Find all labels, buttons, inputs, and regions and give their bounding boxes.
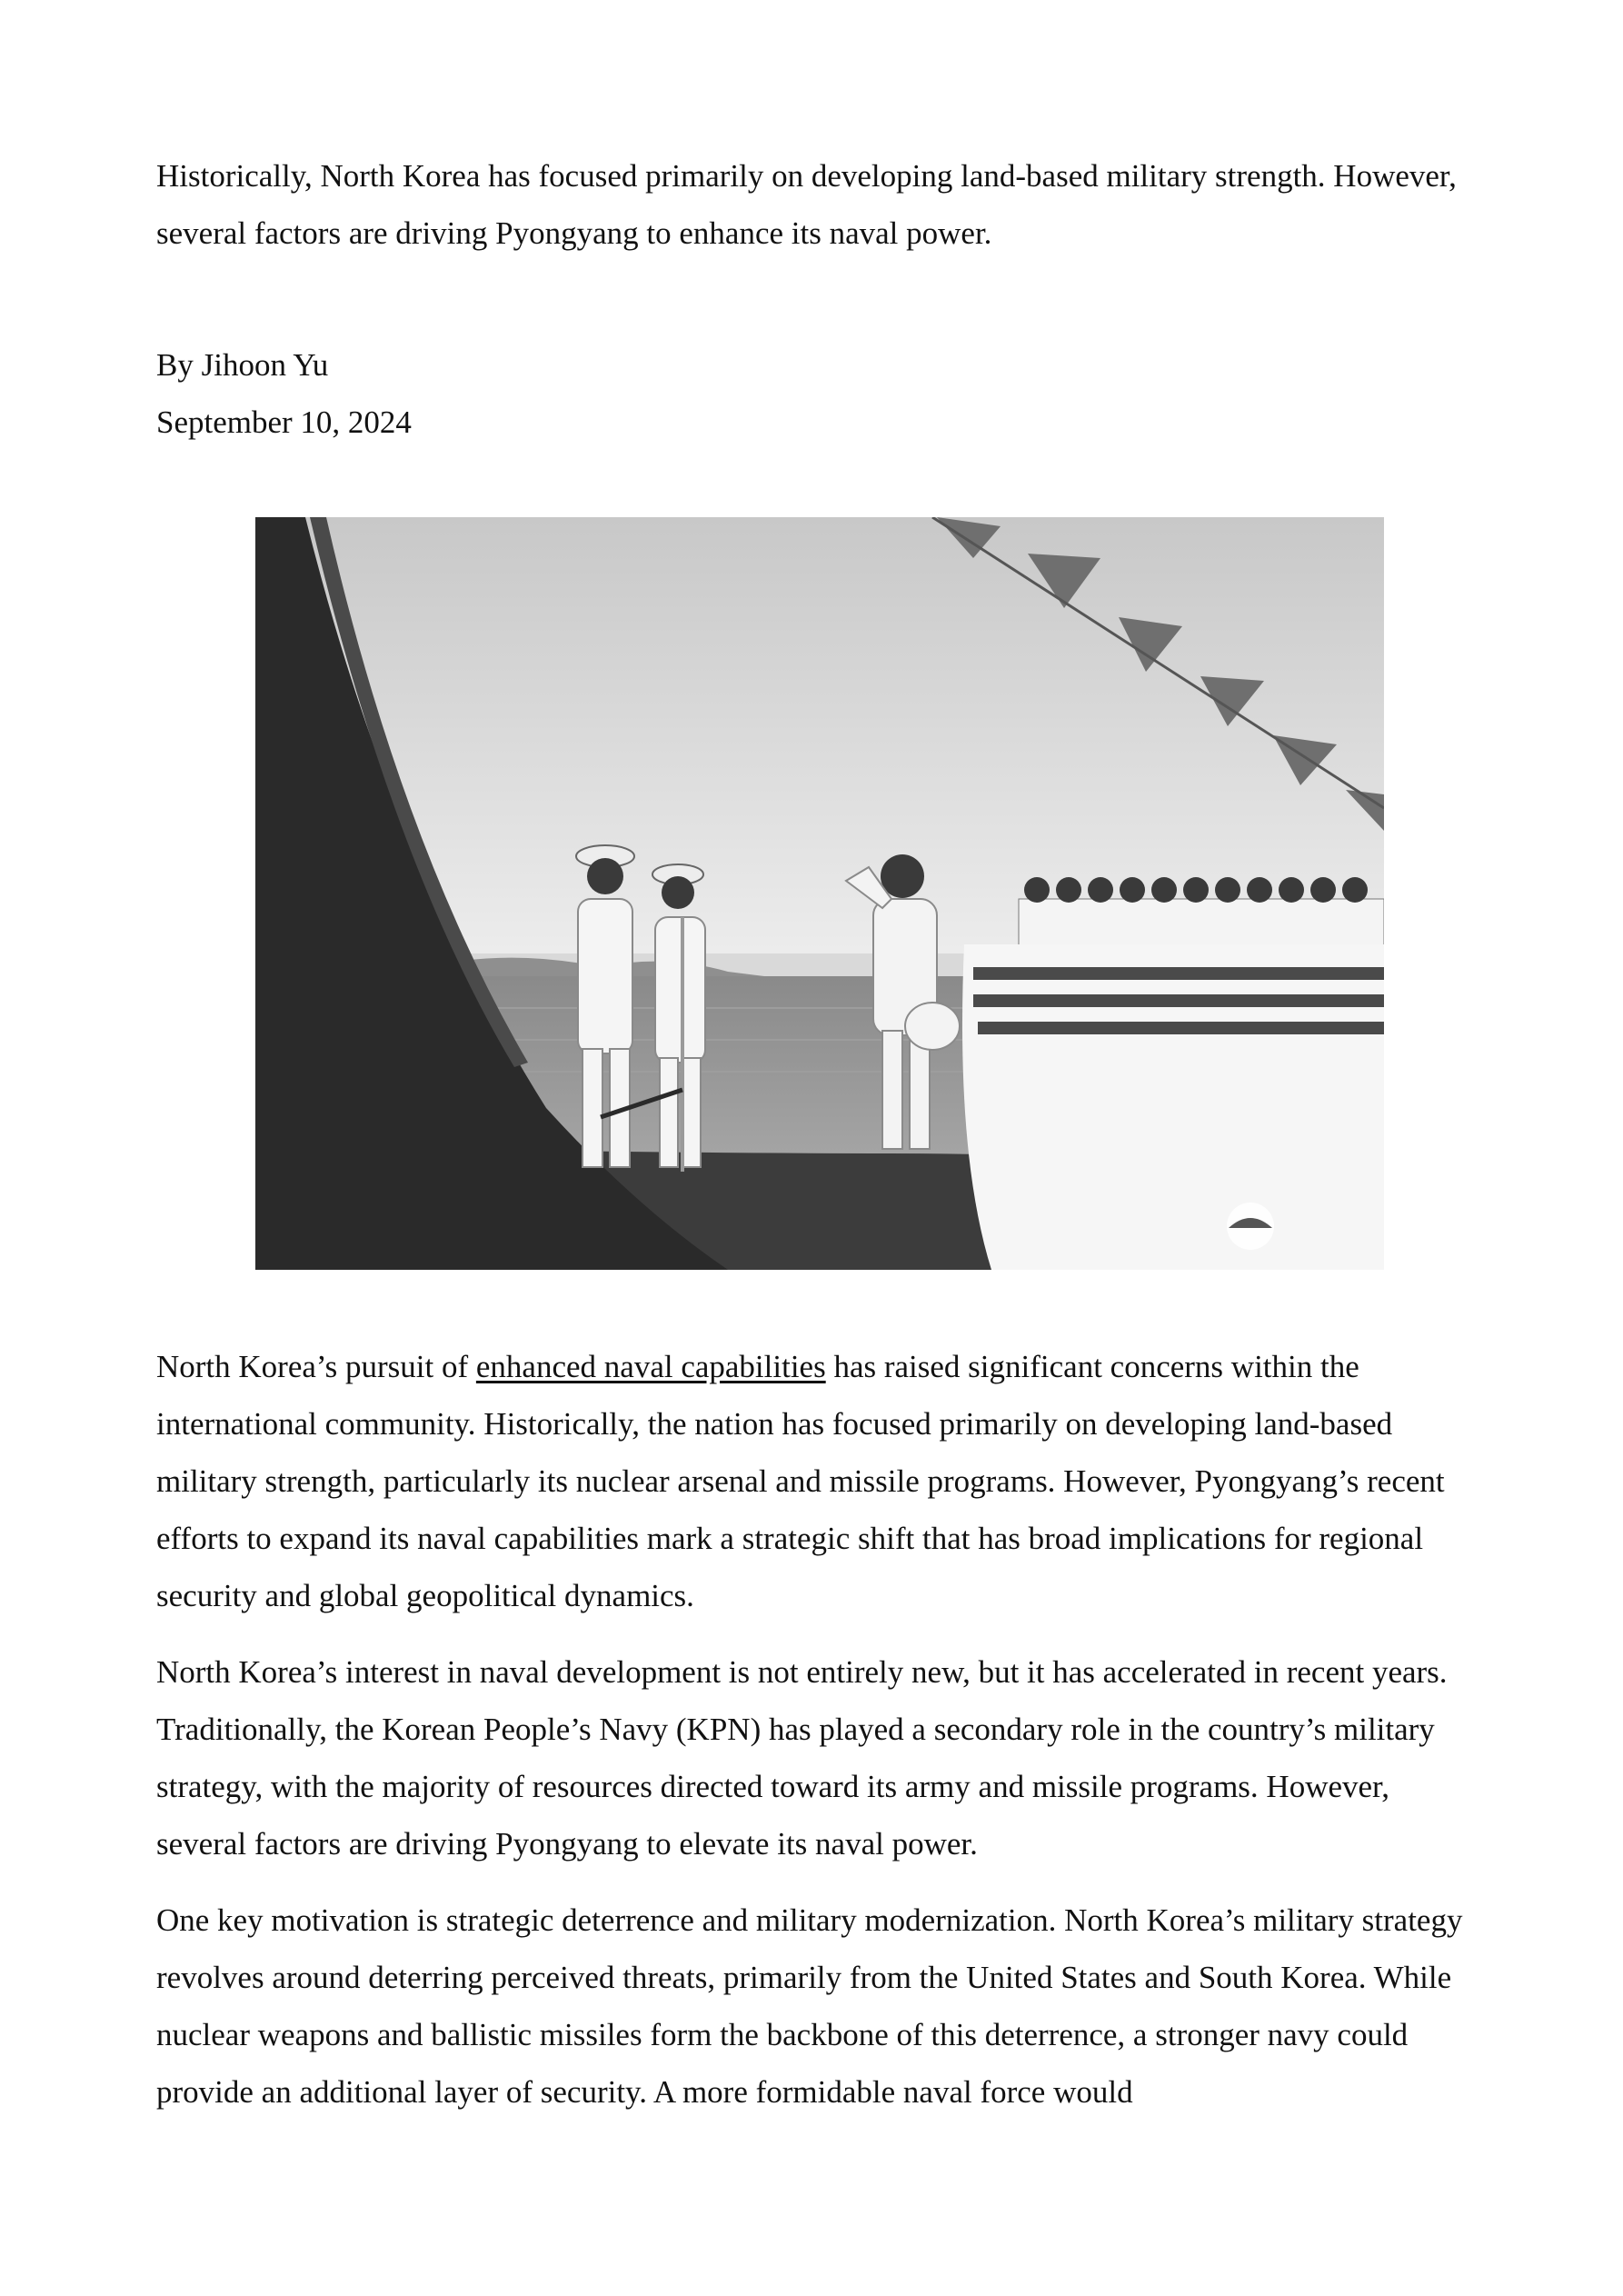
article-standfirst: Historically, North Korea has focused primarily on developing land-based military strength. However, several factors are driving Pyongyang to enhance its naval power. xyxy=(156,158,1457,251)
article-paragraph: One key motivation is strategic deterrence and military modernization. North Korea’s military strategy revolves around deterring perceived threats, primarily from the United States and South Korea. While nuclear weapons and ballistic missiles form the backbone of this deterrence, a stronger navy could provide an additional layer of security. A more formidable naval force would xyxy=(156,1902,1463,2110)
article-paragraph: North Korea’s interest in naval development is not entirely new, but it has accelerated in recent years. Traditionally, the Korean People’s Navy (KPN) has played a secondary role in the country’s military strategy, with the majority of resources directed toward its army and missile programs. However, several factors are driving Pyongyang to elevate its naval power. xyxy=(156,1654,1448,1862)
article-body xyxy=(156,1338,1483,2140)
article-photo xyxy=(255,517,1384,1270)
photo-watermark xyxy=(1227,1203,1274,1250)
enhanced-naval-capabilities-link[interactable]: enhanced naval capabilities xyxy=(475,1349,826,1384)
article-date: September 10, 2024 xyxy=(156,404,412,440)
article-byline: By Jihoon Yu xyxy=(156,347,329,383)
paragraph-text: North Korea’s pursuit of xyxy=(156,1349,476,1384)
article-paragraph xyxy=(156,1338,1483,1624)
paragraph-text: has raised significant concerns within the international community. Historically, the nation has focused primarily on developing land-based military strength, particularly its nuclear arsenal and missile programs. However, Pyongyang’s recent efforts to expand its naval capabilities mark a strategic shift that has broad implications for regional security and global geopolitical dynamics. xyxy=(156,1349,1445,1613)
